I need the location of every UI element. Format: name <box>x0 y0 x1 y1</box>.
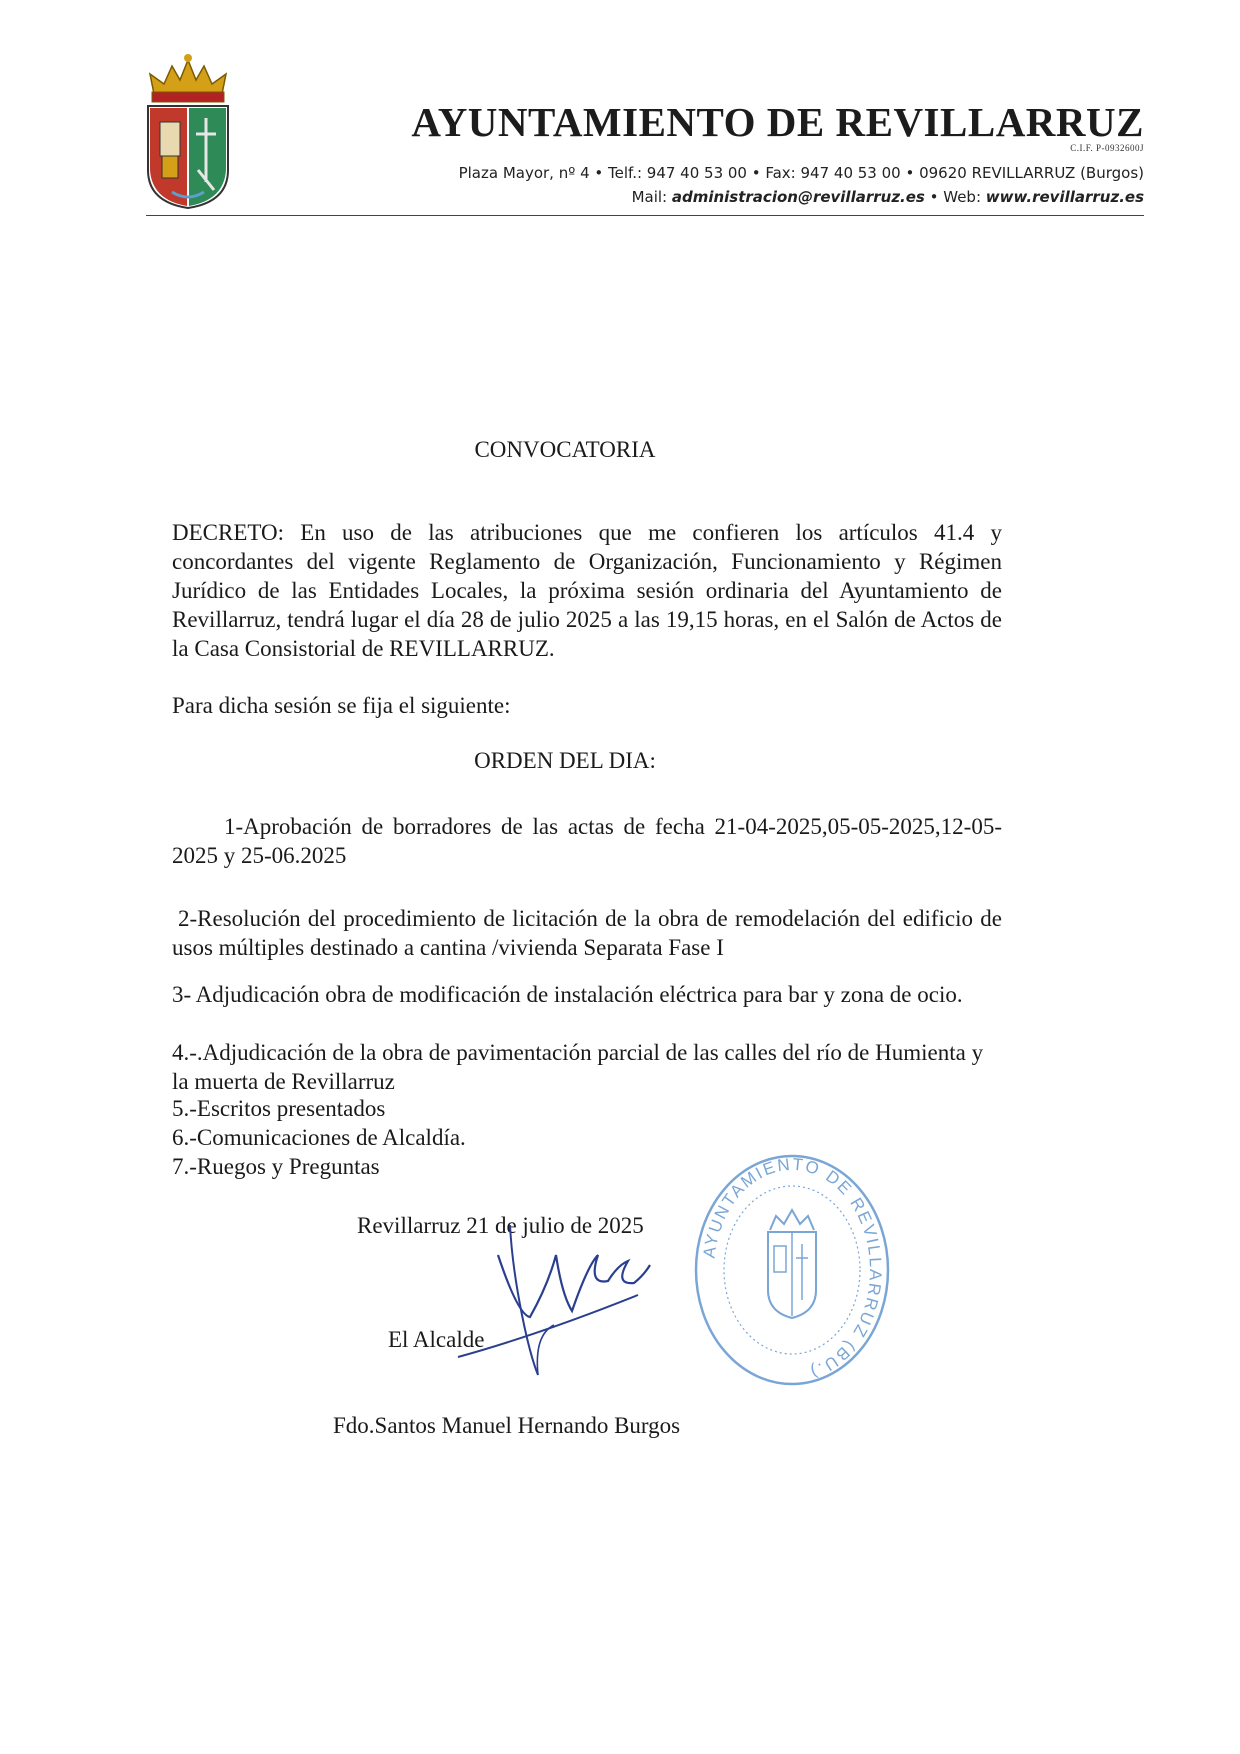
header-contact <box>632 188 1144 206</box>
decree-paragraph: DECRETO: En uso de las atribuciones que me confieren los artículos 41.4 y concordantes del vigente Reglamento de Organización, Funcionamiento y Régimen Jurídico de las Entidades Locales, la próxima sesión ordinaria del Ayuntamiento de Revillarruz, tendrá lugar el día 28 de julio 2025 a las 19,15 horas, en el Salón de Actos de la Casa Consistorial de REVILLARRUZ. <box>172 520 1002 661</box>
agenda-item-6: 6.-Comunicaciones de Alcaldía. <box>172 1125 466 1150</box>
mail-label: Mail: <box>631 188 672 206</box>
agenda-item-5: 5.-Escritos presentados <box>172 1096 386 1121</box>
signer-name: Fdo.Santos Manuel Hernando Burgos <box>333 1413 681 1438</box>
agenda-item-3: 3- Adjudicación obra de modificación de instalación eléctrica para bar y zona de ocio. <box>172 982 963 1007</box>
agenda-item-7: 7.-Ruegos y Preguntas <box>172 1154 380 1179</box>
web-label: • Web: <box>924 188 986 206</box>
agenda-title: ORDEN DEL DIA: <box>474 748 656 773</box>
agenda-intro: Para dicha sesión se fija el siguiente: <box>172 693 511 718</box>
municipal-crest-logo <box>142 52 234 212</box>
web-link[interactable]: www.revillarruz.es <box>985 188 1144 206</box>
header-divider <box>146 215 1144 216</box>
stamp-text: AYUNTAMIENTO DE REVILLARRUZ (BU.) <box>699 1154 886 1383</box>
place-date: Revillarruz 21 de julio de 2025 <box>357 1213 644 1238</box>
header-address: Plaza Mayor, nº 4 • Telf.: 947 40 53 00 • Fax: 947 40 53 00 • 09620 REVILLARRUZ (Burgos) <box>458 164 1144 182</box>
agenda-item-4: 4.-.Adjudicación de la obra de pavimentación parcial de las calles del río de Humienta y la muerta de Revillarruz <box>172 1040 984 1094</box>
agenda-item-2: 2-Resolución del procedimiento de licitación de la obra de remodelación del edificio de usos múltiples destinado a cantina /vivienda Separata Fase I <box>172 906 1002 960</box>
document-heading: CONVOCATORIA <box>474 437 656 462</box>
mail-link[interactable]: administracion@revillarruz.es <box>671 188 925 206</box>
handwritten-signature <box>438 1225 658 1385</box>
header-cif: C.I.F. P-0932600J <box>1070 143 1144 153</box>
official-stamp <box>690 1150 894 1390</box>
signer-role: El Alcalde <box>388 1327 485 1352</box>
header-title: AYUNTAMIENTO DE REVILLARRUZ <box>411 99 1144 145</box>
agenda-item-1: 1-Aprobación de borradores de las actas de fecha 21-04-2025,05-05-2025,12-05-2025 y 25-06.2025 <box>172 814 1002 868</box>
